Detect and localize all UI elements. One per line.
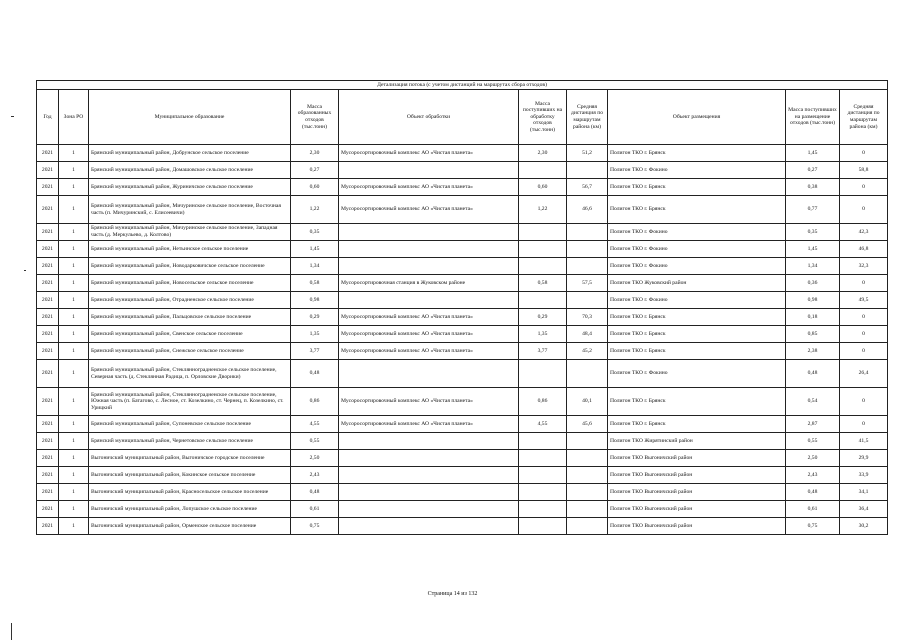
header-col-processing-distance: Средняя дистанция по маршрутам района (км) xyxy=(567,90,608,145)
cell-year: 2021 xyxy=(37,416,59,433)
cell-processing-mass: 2,30 xyxy=(519,145,567,162)
cell-municipality: Выгоничский муниципальный район, Лопушское сельское поселение xyxy=(89,501,291,518)
cell-disposal-object: Полигон ТКО г. Фокино xyxy=(608,162,786,179)
cell-disposal-distance: 58,8 xyxy=(840,162,888,179)
cell-year: 2021 xyxy=(37,179,59,196)
cell-waste-mass: 1,35 xyxy=(291,326,339,343)
cell-disposal-mass: 2,87 xyxy=(786,416,840,433)
cell-disposal-object: Полигон ТКО Жирятинский район xyxy=(608,433,786,450)
table-row xyxy=(37,292,888,309)
cell-disposal-mass: 1,34 xyxy=(786,258,840,275)
cell-processing-object xyxy=(339,292,519,309)
cell-processing-mass xyxy=(519,224,567,241)
cell-processing-mass xyxy=(519,450,567,467)
cell-year: 2021 xyxy=(37,309,59,326)
cell-municipality: Брянский муниципальный район, Супоневское сельское поселение xyxy=(89,416,291,433)
table-row xyxy=(37,275,888,292)
cell-waste-mass: 2,50 xyxy=(291,450,339,467)
cell-year: 2021 xyxy=(37,224,59,241)
cell-disposal-mass: 0,27 xyxy=(786,162,840,179)
cell-year: 2021 xyxy=(37,196,59,224)
cell-disposal-mass: 2,50 xyxy=(786,450,840,467)
cell-zone: 1 xyxy=(59,343,89,360)
cell-disposal-distance: 0 xyxy=(840,309,888,326)
cell-zone: 1 xyxy=(59,388,89,416)
cell-processing-object xyxy=(339,501,519,518)
cell-disposal-mass: 0,48 xyxy=(786,484,840,501)
table-caption: Детализация потока (с учетом дистанций на маршрутах сбора отходов) xyxy=(37,81,888,90)
header-col-municipality: Муниципальное образование xyxy=(89,90,291,145)
cell-processing-distance: 51,2 xyxy=(567,145,608,162)
cell-processing-distance: 57,5 xyxy=(567,275,608,292)
cell-processing-object xyxy=(339,360,519,388)
cell-disposal-mass: 0,55 xyxy=(786,433,840,450)
table-row xyxy=(37,309,888,326)
table-row xyxy=(37,145,888,162)
cell-municipality: Брянский муниципальный район, Отрадненское сельское поселение xyxy=(89,292,291,309)
table-row xyxy=(37,467,888,484)
cell-processing-object xyxy=(339,258,519,275)
cell-zone: 1 xyxy=(59,518,89,535)
cell-zone: 1 xyxy=(59,450,89,467)
cell-processing-distance xyxy=(567,360,608,388)
table-row xyxy=(37,450,888,467)
cell-waste-mass: 3,77 xyxy=(291,343,339,360)
cell-disposal-object: Полигон ТКО Выгоничский район xyxy=(608,467,786,484)
table-row xyxy=(37,258,888,275)
header-col-processing-object: Объект обработки xyxy=(339,90,519,145)
cell-zone: 1 xyxy=(59,275,89,292)
cell-year: 2021 xyxy=(37,450,59,467)
cell-processing-distance xyxy=(567,518,608,535)
cell-municipality: Брянский муниципальный район, Новодарковичское сельское поселение xyxy=(89,258,291,275)
cell-disposal-object: Полигон ТКО г. Брянск xyxy=(608,145,786,162)
cell-disposal-distance: 0 xyxy=(840,275,888,292)
header-col-disposal-mass: Масса поступивших на размещение отходов (тыс.тонн) xyxy=(786,90,840,145)
cell-waste-mass: 1,22 xyxy=(291,196,339,224)
cell-processing-distance: 45,6 xyxy=(567,416,608,433)
cell-zone: 1 xyxy=(59,467,89,484)
cell-processing-mass xyxy=(519,292,567,309)
cell-processing-distance xyxy=(567,241,608,258)
cell-municipality: Брянский муниципальный район, Новосельское сельское поселение xyxy=(89,275,291,292)
cell-processing-object xyxy=(339,433,519,450)
cell-year: 2021 xyxy=(37,258,59,275)
cell-year: 2021 xyxy=(37,275,59,292)
cell-disposal-distance: 42,3 xyxy=(840,224,888,241)
table-row xyxy=(37,360,888,388)
cell-processing-mass xyxy=(519,467,567,484)
cell-municipality: Выгоничский муниципальный район, Кокинское сельское поселение xyxy=(89,467,291,484)
cell-processing-mass: 0,60 xyxy=(519,179,567,196)
cell-disposal-object: Полигон ТКО г. Фокино xyxy=(608,258,786,275)
cell-disposal-mass: 0,54 xyxy=(786,388,840,416)
cell-disposal-object: Полигон ТКО Выгоничский район xyxy=(608,484,786,501)
cell-processing-mass: 4,55 xyxy=(519,416,567,433)
cell-zone: 1 xyxy=(59,416,89,433)
cell-processing-object xyxy=(339,450,519,467)
header-col-waste-mass: Масса образованных отходов (тыс.тонн) xyxy=(291,90,339,145)
cell-disposal-distance: 0 xyxy=(840,145,888,162)
cell-year: 2021 xyxy=(37,484,59,501)
cell-zone: 1 xyxy=(59,224,89,241)
cell-disposal-object: Полигон ТКО г. Брянск xyxy=(608,196,786,224)
cell-waste-mass: 0,61 xyxy=(291,501,339,518)
table-body xyxy=(37,145,888,535)
cell-disposal-object: Полигон ТКО г. Брянск xyxy=(608,326,786,343)
table-row xyxy=(37,326,888,343)
table-row xyxy=(37,501,888,518)
cell-disposal-distance: 26,4 xyxy=(840,360,888,388)
header-col-year: Год xyxy=(37,90,59,145)
cell-zone: 1 xyxy=(59,258,89,275)
table-row xyxy=(37,224,888,241)
cell-processing-object: Мусоросортировочный комплекс АО «Чистая планета» xyxy=(339,416,519,433)
cell-waste-mass: 0,29 xyxy=(291,309,339,326)
table-row xyxy=(37,433,888,450)
cell-disposal-mass: 1,45 xyxy=(786,145,840,162)
cell-disposal-object: Полигон ТКО г. Брянск xyxy=(608,388,786,416)
cell-processing-distance: 45,2 xyxy=(567,343,608,360)
cell-processing-object xyxy=(339,241,519,258)
cell-processing-distance xyxy=(567,224,608,241)
cell-municipality: Брянский муниципальный район, Добрунское сельское поселение xyxy=(89,145,291,162)
cell-municipality: Брянский муниципальный район, Журиничское сельское поселение xyxy=(89,179,291,196)
cell-processing-object xyxy=(339,484,519,501)
cell-municipality: Брянский муниципальный район, Пальцовское сельское поселение xyxy=(89,309,291,326)
cell-zone: 1 xyxy=(59,241,89,258)
cell-disposal-distance: 33,9 xyxy=(840,467,888,484)
cell-municipality: Брянский муниципальный район, Домашовское сельское поселение xyxy=(89,162,291,179)
cell-processing-object: Мусоросортировочный комплекс АО «Чистая планета» xyxy=(339,196,519,224)
cell-disposal-distance: 0 xyxy=(840,416,888,433)
cell-disposal-distance: 41,5 xyxy=(840,433,888,450)
cell-processing-distance: 48,4 xyxy=(567,326,608,343)
cell-year: 2021 xyxy=(37,162,59,179)
cell-waste-mass: 0,27 xyxy=(291,162,339,179)
cell-municipality: Выгоничский муниципальный район, Выгоничское городское поселение xyxy=(89,450,291,467)
cell-processing-object: Мусоросортировочный комплекс АО «Чистая планета» xyxy=(339,309,519,326)
table-header-row xyxy=(37,90,888,145)
cell-processing-mass xyxy=(519,360,567,388)
cell-processing-distance: 70,3 xyxy=(567,309,608,326)
cell-year: 2021 xyxy=(37,433,59,450)
cell-processing-distance xyxy=(567,467,608,484)
cell-disposal-mass: 0,36 xyxy=(786,275,840,292)
cell-zone: 1 xyxy=(59,309,89,326)
cell-processing-distance xyxy=(567,450,608,467)
cell-zone: 1 xyxy=(59,501,89,518)
cell-disposal-distance: 46,8 xyxy=(840,241,888,258)
cell-disposal-object: Полигон ТКО Выгоничский район xyxy=(608,518,786,535)
scan-speck xyxy=(24,270,26,271)
cell-disposal-mass: 0,18 xyxy=(786,309,840,326)
cell-processing-distance xyxy=(567,162,608,179)
cell-disposal-mass: 0,35 xyxy=(786,224,840,241)
cell-disposal-distance: 0 xyxy=(840,326,888,343)
waste-flow-table xyxy=(36,80,888,535)
cell-waste-mass: 0,60 xyxy=(291,179,339,196)
cell-disposal-distance: 36,4 xyxy=(840,501,888,518)
cell-waste-mass: 0,48 xyxy=(291,360,339,388)
cell-processing-distance xyxy=(567,292,608,309)
cell-municipality: Брянский муниципальный район, Чернетовское сельское поселение xyxy=(89,433,291,450)
cell-zone: 1 xyxy=(59,196,89,224)
cell-disposal-mass: 2,38 xyxy=(786,343,840,360)
cell-year: 2021 xyxy=(37,501,59,518)
cell-disposal-distance: 0 xyxy=(840,179,888,196)
cell-processing-distance: 56,7 xyxy=(567,179,608,196)
cell-year: 2021 xyxy=(37,518,59,535)
cell-processing-object: Мусоросортировочный комплекс АО «Чистая планета» xyxy=(339,145,519,162)
cell-disposal-object: Полигон ТКО г. Фокино xyxy=(608,360,786,388)
cell-processing-object xyxy=(339,224,519,241)
cell-processing-mass: 0,29 xyxy=(519,309,567,326)
cell-disposal-object: Полигон ТКО г. Брянск xyxy=(608,416,786,433)
cell-municipality: Выгоничский муниципальный район, Орменское сельское поселение xyxy=(89,518,291,535)
cell-processing-distance: 46,6 xyxy=(567,196,608,224)
cell-disposal-distance: 32,3 xyxy=(840,258,888,275)
cell-zone: 1 xyxy=(59,360,89,388)
cell-processing-mass xyxy=(519,433,567,450)
cell-processing-object: Мусоросортировочный комплекс АО «Чистая планета» xyxy=(339,388,519,416)
cell-processing-object xyxy=(339,162,519,179)
cell-processing-distance: 40,1 xyxy=(567,388,608,416)
cell-year: 2021 xyxy=(37,388,59,416)
table-row xyxy=(37,343,888,360)
cell-disposal-object: Полигон ТКО г. Фокино xyxy=(608,292,786,309)
cell-zone: 1 xyxy=(59,326,89,343)
cell-disposal-object: Полигон ТКО Выгоничский район xyxy=(608,501,786,518)
cell-processing-object: Мусоросортировочная станция в Жуковском районе xyxy=(339,275,519,292)
cell-disposal-distance: 0 xyxy=(840,196,888,224)
cell-waste-mass: 1,34 xyxy=(291,258,339,275)
cell-disposal-distance: 0 xyxy=(840,343,888,360)
cell-waste-mass: 0,75 xyxy=(291,518,339,535)
cell-zone: 1 xyxy=(59,292,89,309)
cell-waste-mass: 0,48 xyxy=(291,484,339,501)
cell-disposal-mass: 0,75 xyxy=(786,518,840,535)
cell-waste-mass: 2,43 xyxy=(291,467,339,484)
cell-waste-mass: 0,86 xyxy=(291,388,339,416)
cell-disposal-object: Полигон ТКО г. Брянск xyxy=(608,343,786,360)
cell-year: 2021 xyxy=(37,292,59,309)
cell-disposal-distance: 49,5 xyxy=(840,292,888,309)
cell-processing-mass: 3,77 xyxy=(519,343,567,360)
cell-disposal-mass: 0,38 xyxy=(786,179,840,196)
cell-year: 2021 xyxy=(37,343,59,360)
cell-processing-mass: 1,22 xyxy=(519,196,567,224)
cell-disposal-mass: 1,45 xyxy=(786,241,840,258)
cell-processing-mass xyxy=(519,518,567,535)
table-row xyxy=(37,416,888,433)
header-col-disposal-object: Объект размещения xyxy=(608,90,786,145)
cell-zone: 1 xyxy=(59,179,89,196)
cell-municipality: Брянский муниципальный район, Свенское сельское поселение xyxy=(89,326,291,343)
cell-processing-mass xyxy=(519,484,567,501)
cell-municipality: Брянский муниципальный район, Нетьинское сельское поселение xyxy=(89,241,291,258)
cell-zone: 1 xyxy=(59,484,89,501)
header-col-zone: Зона РО xyxy=(59,90,89,145)
cell-disposal-distance: 30,2 xyxy=(840,518,888,535)
table-row xyxy=(37,484,888,501)
cell-zone: 1 xyxy=(59,145,89,162)
cell-year: 2021 xyxy=(37,467,59,484)
cell-disposal-distance: 29,9 xyxy=(840,450,888,467)
cell-processing-distance xyxy=(567,258,608,275)
cell-disposal-object: Полигон ТКО г. Фокино xyxy=(608,241,786,258)
cell-waste-mass: 4,55 xyxy=(291,416,339,433)
document-sheet xyxy=(36,80,887,535)
cell-processing-object xyxy=(339,518,519,535)
cell-processing-mass xyxy=(519,162,567,179)
cell-processing-distance xyxy=(567,501,608,518)
cell-processing-mass: 0,86 xyxy=(519,388,567,416)
cell-processing-mass xyxy=(519,241,567,258)
cell-processing-object: Мусоросортировочный комплекс АО «Чистая планета» xyxy=(339,179,519,196)
cell-municipality: Брянский муниципальный район, Стеклянноградненское сельское поселение, Северная часть (д. Стеклянная Радица, п. Орловские Дворики) xyxy=(89,360,291,388)
binding-line xyxy=(11,623,12,640)
table-row xyxy=(37,162,888,179)
cell-processing-mass xyxy=(519,501,567,518)
cell-processing-object: Мусоросортировочный комплекс АО «Чистая планета» xyxy=(339,326,519,343)
cell-zone: 1 xyxy=(59,433,89,450)
cell-municipality: Выгоничский муниципальный район, Красносельское сельское поселение xyxy=(89,484,291,501)
cell-year: 2021 xyxy=(37,326,59,343)
cell-waste-mass: 0,35 xyxy=(291,224,339,241)
cell-municipality: Брянский муниципальный район, Снежское сельское поселение xyxy=(89,343,291,360)
header-col-disposal-distance: Средняя дистанция по маршрутам района (км) xyxy=(840,90,888,145)
cell-disposal-object: Полигон ТКО г. Брянск xyxy=(608,309,786,326)
cell-disposal-mass: 0,85 xyxy=(786,326,840,343)
cell-processing-object: Мусоросортировочный комплекс АО «Чистая планета» xyxy=(339,343,519,360)
cell-disposal-mass: 0,61 xyxy=(786,501,840,518)
table-row xyxy=(37,518,888,535)
cell-waste-mass: 0,98 xyxy=(291,292,339,309)
cell-year: 2021 xyxy=(37,241,59,258)
cell-processing-mass xyxy=(519,258,567,275)
cell-disposal-mass: 0,77 xyxy=(786,196,840,224)
cell-municipality: Брянский муниципальный район, Мичуринское сельское поселение, Восточная часть (п. Мичуринский, с. Елисеевичи) xyxy=(89,196,291,224)
cell-zone: 1 xyxy=(59,162,89,179)
cell-processing-distance xyxy=(567,433,608,450)
cell-processing-distance xyxy=(567,484,608,501)
cell-processing-mass: 0,58 xyxy=(519,275,567,292)
cell-year: 2021 xyxy=(37,145,59,162)
table-row xyxy=(37,179,888,196)
cell-disposal-distance: 0 xyxy=(840,388,888,416)
cell-municipality: Брянский муниципальный район, Стеклянноградненское сельское поселение, Южная часть (п. Батагово, с. Лесное, ст. Козелкино, ст. Чернец, п. Козелкино, ст. Урицкий xyxy=(89,388,291,416)
page-footer: Страница 14 из 132 xyxy=(427,591,478,597)
cell-processing-object xyxy=(339,467,519,484)
table-row xyxy=(37,196,888,224)
table-row xyxy=(37,388,888,416)
cell-year: 2021 xyxy=(37,360,59,388)
cell-processing-mass: 1,35 xyxy=(519,326,567,343)
cell-disposal-object: Полигон ТКО г. Брянск xyxy=(608,179,786,196)
cell-municipality: Брянский муниципальный район, Мичуринское сельское поселение, Западная часть (д. Меркульево, д. Колтово) xyxy=(89,224,291,241)
cell-disposal-mass: 2,43 xyxy=(786,467,840,484)
cell-disposal-mass: 0,48 xyxy=(786,360,840,388)
cell-disposal-object: Полигон ТКО Выгоничский район xyxy=(608,450,786,467)
cell-disposal-distance: 34,1 xyxy=(840,484,888,501)
cell-waste-mass: 1,45 xyxy=(291,241,339,258)
cell-disposal-object: Полигон ТКО Жуковский район xyxy=(608,275,786,292)
margin-mark xyxy=(11,116,14,117)
cell-waste-mass: 0,58 xyxy=(291,275,339,292)
header-col-processing-mass: Масса поступивших на обработку отходов (тыс.тонн) xyxy=(519,90,567,145)
cell-disposal-object: Полигон ТКО г. Фокино xyxy=(608,224,786,241)
cell-waste-mass: 2,30 xyxy=(291,145,339,162)
table-row xyxy=(37,241,888,258)
cell-disposal-mass: 0,98 xyxy=(786,292,840,309)
cell-waste-mass: 0,55 xyxy=(291,433,339,450)
